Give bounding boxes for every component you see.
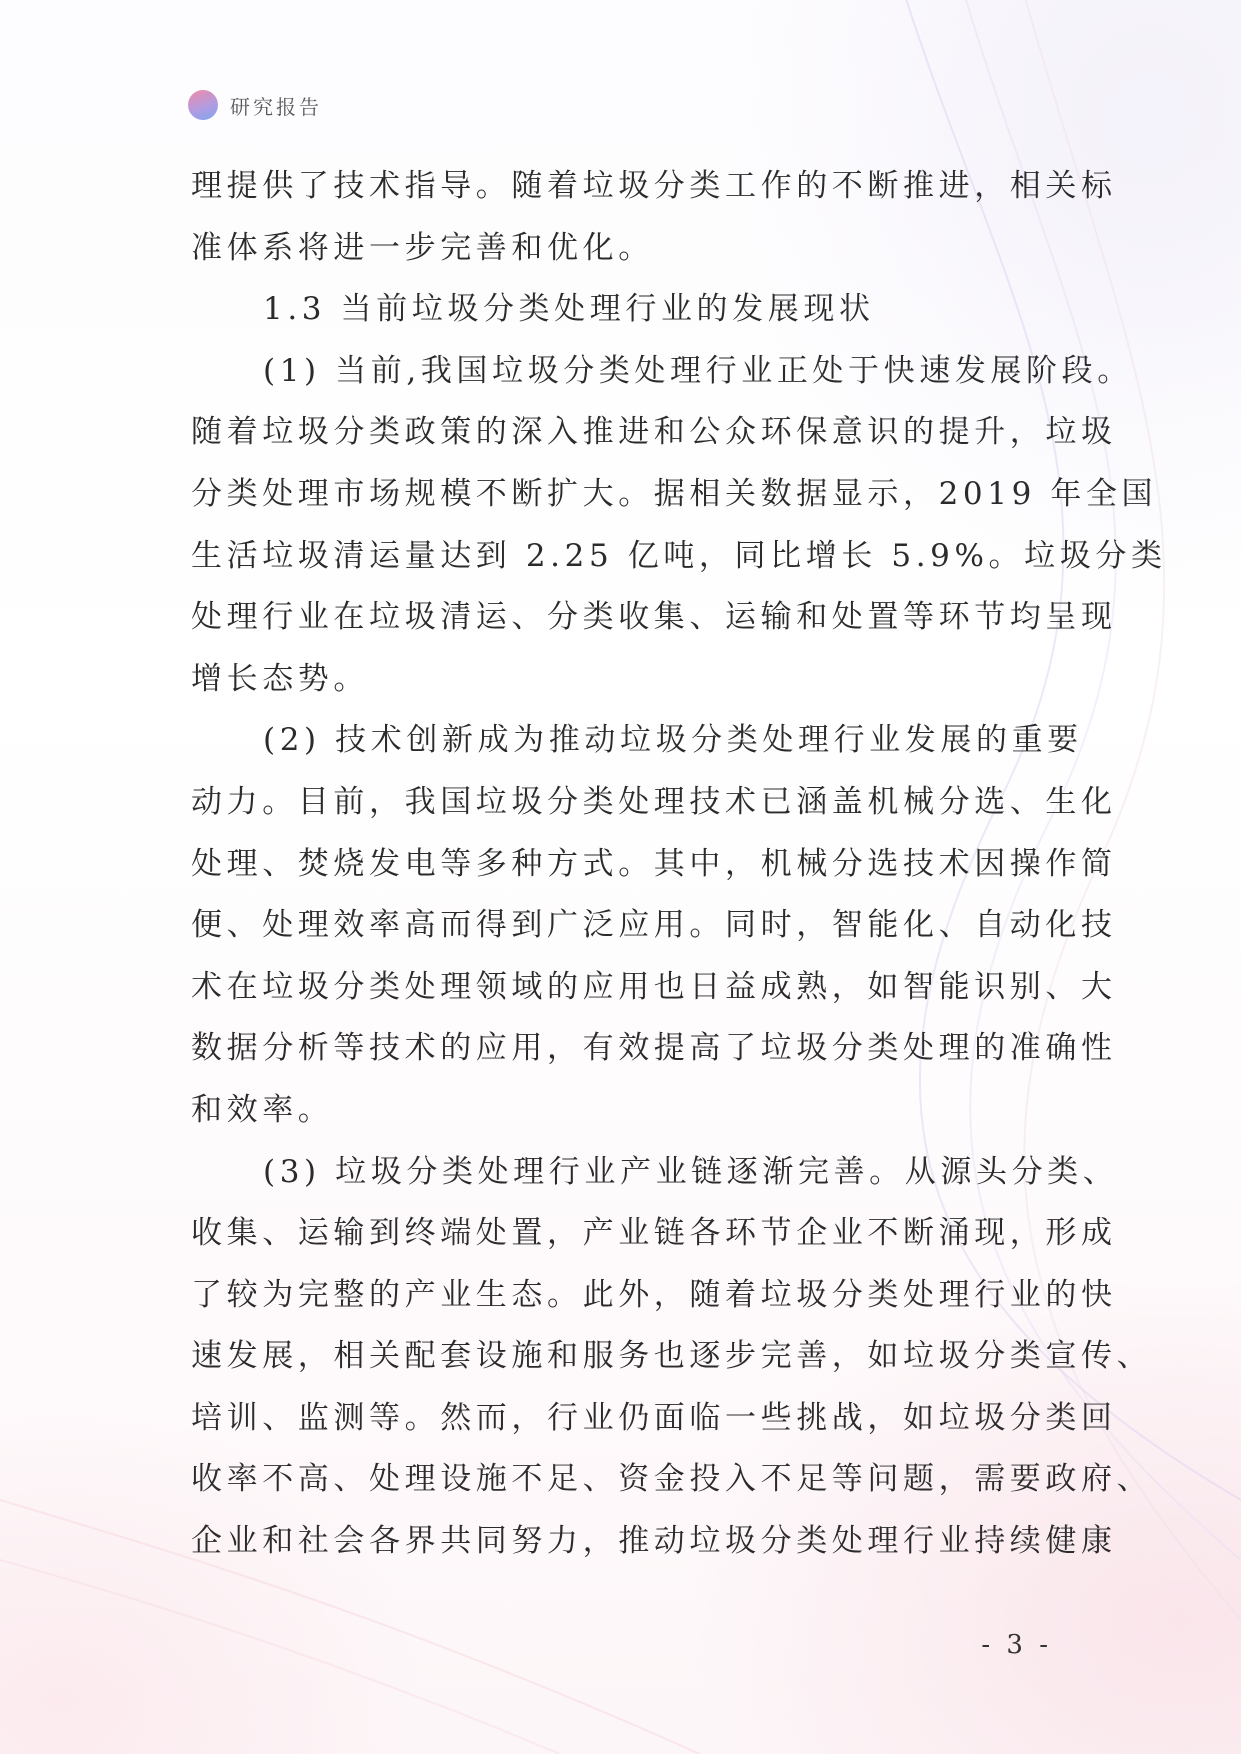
text-line: 生活垃圾清运量达到 2.25 亿吨，同比增长 5.9%。垃圾分类 bbox=[191, 537, 1167, 574]
page-number: - 3 - bbox=[981, 1630, 1052, 1660]
text-line: 了较为完整的产业生态。此外，随着垃圾分类处理行业的快 bbox=[191, 1276, 1117, 1313]
text-line: 速发展，相关配套设施和服务也逐步完善，如垃圾分类宣传、 bbox=[191, 1338, 1153, 1375]
text-line: 企业和社会各界共同努力，推动垃圾分类处理行业持续健康 bbox=[191, 1523, 1117, 1560]
text-line: 收集、运输到终端处置，产业链各环节企业不断涌现，形成 bbox=[191, 1215, 1117, 1252]
text-line: 便、处理效率高而得到广泛应用。同时，智能化、自动化技 bbox=[191, 907, 1117, 944]
text-line: 随着垃圾分类政策的深入推进和公众环保意识的提升，垃圾 bbox=[191, 414, 1117, 451]
text-line: 处理行业在垃圾清运、分类收集、运输和处置等环节均呈现 bbox=[191, 599, 1117, 636]
text-line: 数据分析等技术的应用，有效提高了垃圾分类处理的准确性 bbox=[191, 1030, 1117, 1067]
report-header-title: 研究报告 bbox=[230, 94, 322, 119]
body-text bbox=[191, 156, 1167, 1573]
text-line: (1) 当前,我国垃圾分类处理行业正处于快速发展阶段。 bbox=[263, 352, 1133, 389]
text-line: 动力。目前，我国垃圾分类处理技术已涵盖机械分选、生化 bbox=[191, 783, 1117, 820]
text-line: 增长态势。 bbox=[191, 660, 369, 697]
text-line: 术在垃圾分类处理领域的应用也日益成熟，如智能识别、大 bbox=[191, 968, 1117, 1005]
text-line: 准体系将进一步完善和优化。 bbox=[191, 229, 654, 266]
text-line: (3) 垃圾分类处理行业产业链逐渐完善。从源头分类、 bbox=[263, 1153, 1119, 1190]
text-line: 处理、焚烧发电等多种方式。其中，机械分选技术因操作简 bbox=[191, 845, 1117, 882]
section-heading: 1.3 当前垃圾分类处理行业的发展现状 bbox=[263, 291, 875, 328]
text-line: 和效率。 bbox=[191, 1091, 334, 1128]
text-line: 培训、监测等。然而，行业仍面临一些挑战，如垃圾分类回 bbox=[191, 1399, 1117, 1436]
text-line: 分类处理市场规模不断扩大。据相关数据显示，2019 年全国 bbox=[191, 475, 1158, 512]
text-line: 收率不高、处理设施不足、资金投入不足等问题，需要政府、 bbox=[191, 1461, 1153, 1498]
report-logo-icon bbox=[188, 90, 218, 120]
text-line: (2) 技术创新成为推动垃圾分类处理行业发展的重要 bbox=[263, 722, 1083, 759]
report-header bbox=[188, 88, 322, 122]
text-line: 理提供了技术指导。随着垃圾分类工作的不断推进，相关标 bbox=[191, 168, 1117, 204]
